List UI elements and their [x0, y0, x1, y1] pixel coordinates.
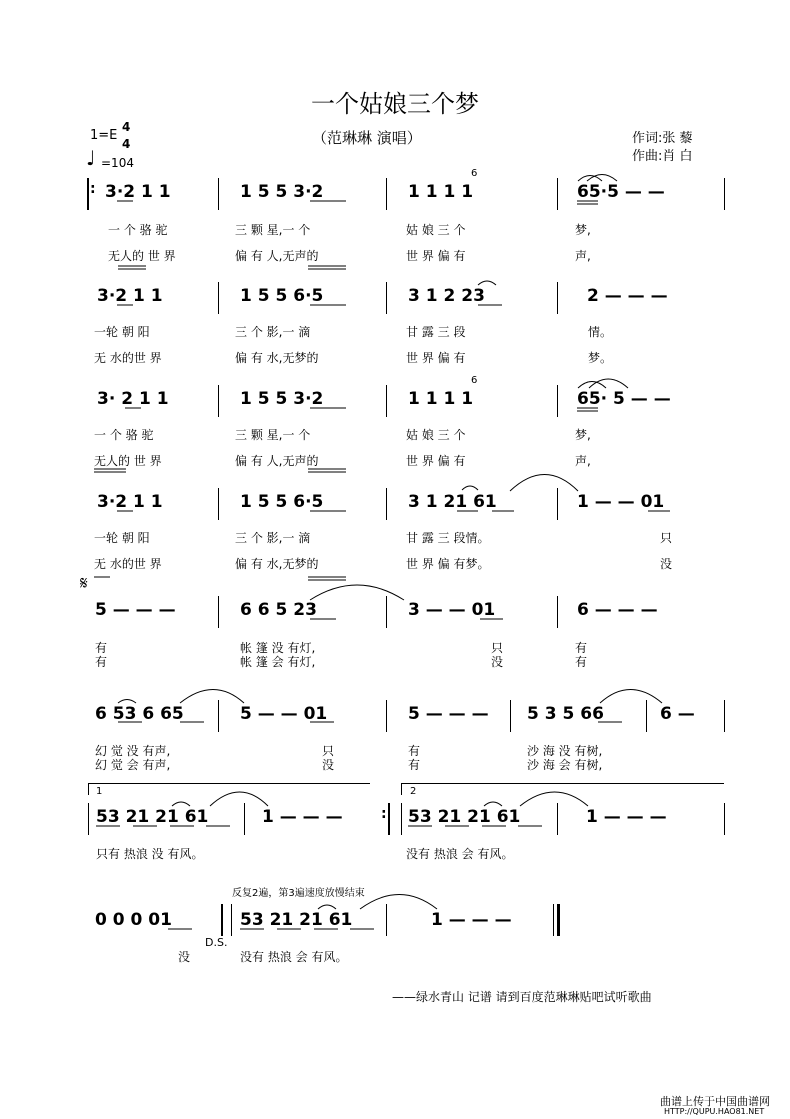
measure-1-3: 1 1 1 1: [408, 182, 474, 202]
measure-3-1: 3· 2 1 1: [97, 389, 169, 409]
lyric-1-2b: 偏 有 人,无声的: [235, 249, 319, 263]
lyric-6-3b: 有: [408, 758, 421, 772]
measure-5-2: 6 6 5 23: [240, 600, 317, 620]
quarter-note-icon: ♩: [86, 146, 96, 170]
lyric-3-2b: 偏 有 人,无声的: [235, 454, 319, 468]
measure-2-4: 2 — — —: [587, 286, 668, 306]
lyric-3-1a: 一 个 骆 驼: [94, 428, 154, 442]
lyric-4-2b: 偏 有 水,无梦的: [235, 557, 319, 571]
key-signature: 1=E: [90, 128, 118, 143]
measure-7-4: 1 — — —: [586, 807, 667, 827]
lyric-3-4b: 声,: [575, 454, 591, 468]
measure-6-1: 6 53 6 65: [95, 704, 184, 724]
lyric-1-4a: 梦,: [575, 223, 591, 237]
lyric-4-1a: 一轮 朝 阳: [94, 531, 150, 545]
watermark-url: HTTP://QUPU.HAO81.NET: [664, 1107, 765, 1116]
slur: [318, 905, 336, 909]
measure-8-3: 1 — — —: [431, 910, 512, 930]
lyric-6-4a: 沙 海 没 有树,: [527, 744, 603, 758]
slur: [484, 802, 502, 806]
lyric-6-1b: 幻 觉 会 有声,: [95, 758, 171, 772]
lyric-4-1b: 无 水的世 界: [94, 557, 162, 571]
measure-7-3: 53 21 21 61: [408, 807, 521, 827]
lyric-2-1a: 一轮 朝 阳: [94, 325, 150, 339]
lyric-5-3b: 没: [491, 655, 504, 669]
lyric-2-3b: 世 界 偏 有: [406, 351, 466, 365]
lyric-5-2a: 帐 篷 没 有灯,: [240, 641, 316, 655]
transcriber-credit: ——绿水青山 记谱 请到百度范琳琳贴吧试听歌曲: [392, 990, 652, 1004]
lyric-7-2: 没有 热浪 会 有风。: [406, 847, 514, 861]
volta-2-number: 2: [410, 786, 417, 797]
lyric-7-1: 只有 热浪 没 有风。: [96, 847, 204, 861]
lyric-2-2a: 三 个 影,一 滴: [235, 325, 311, 339]
slur: [172, 802, 190, 806]
measure-2-3: 3 1 2 23: [408, 286, 485, 306]
repeat-instruction: 反复2遍，第3遍速度放慢结束: [232, 888, 365, 899]
lyric-1-3b: 世 界 偏 有: [406, 249, 466, 263]
lyric-2-4b: 梦。: [588, 351, 613, 365]
lyric-1-4b: 声,: [575, 249, 591, 263]
lyric-3-3b: 世 界 偏 有: [406, 454, 466, 468]
lyric-2-4a: 情。: [588, 325, 613, 339]
performer-subtitle: （范琳琳 演唱）: [312, 129, 422, 147]
lyric-3-1b: 无人的 世 界: [94, 454, 162, 468]
measure-6-2: 5 — — 01: [240, 704, 328, 724]
lyric-5-4a: 有: [575, 641, 588, 655]
lyric-6-2a: 只: [322, 744, 335, 758]
measure-5-1: 5 — — —: [95, 600, 176, 620]
lyric-2-2b: 偏 有 水,无梦的: [235, 351, 319, 365]
measure-4-4: 1 — — 01: [577, 492, 665, 512]
repeat-dots: :: [90, 181, 96, 197]
lyric-6-3a: 有: [408, 744, 421, 758]
lyric-4-2a: 三 个 影,一 滴: [235, 531, 311, 545]
lyric-8-2: 没有 热浪 会 有风。: [240, 950, 348, 964]
measure-5-4: 6 — — —: [577, 600, 658, 620]
lyric-1-1b: 无人的 世 界: [108, 249, 176, 263]
measure-7-2: 1 — — —: [262, 807, 343, 827]
lyric-3-4a: 梦,: [575, 428, 591, 442]
lyric-4-3a: 甘 露 三 段情。: [406, 531, 490, 545]
slur: [520, 792, 588, 806]
measure-6-3: 5 — — —: [408, 704, 489, 724]
slur: [360, 895, 437, 910]
lyric-2-1b: 无 水的世 界: [94, 351, 162, 365]
lyric-5-3a: 只: [491, 641, 504, 655]
watermark-text: 曲谱上传于中国曲谱网: [660, 1095, 770, 1108]
lyric-5-1b: 有: [95, 655, 108, 669]
ds-marking: D.S.: [205, 936, 228, 949]
measure-6-4: 5 3 5 66: [527, 704, 604, 724]
measure-3-3: 1 1 1 1: [408, 389, 474, 409]
grace-note: 6: [471, 375, 478, 386]
measure-1-1: 3·2 1 1: [105, 182, 171, 202]
volta-1-number: 1: [96, 786, 103, 797]
lyric-4-4a: 只: [660, 531, 673, 545]
measure-5-3: 3 — — 01: [408, 600, 496, 620]
lyric-4-3b: 世 界 偏 有梦。: [406, 557, 490, 571]
measure-7-1: 53 21 21 61: [96, 807, 209, 827]
measure-4-2: 1 5 5 6·5: [240, 492, 324, 512]
slur: [589, 379, 628, 388]
repeat-dots: :: [381, 806, 387, 822]
time-signature-bottom: 4: [122, 137, 131, 151]
slur: [118, 700, 136, 704]
slur: [510, 475, 578, 492]
measure-1-2: 1 5 5 3·2: [240, 182, 324, 202]
lyric-1-1a: 一 个 骆 驼: [108, 223, 168, 237]
measure-3-4: 65· 5 — —: [577, 389, 671, 409]
measure-8-2: 53 21 21 61: [240, 910, 353, 930]
lyric-5-2b: 帐 篷 会 有灯,: [240, 655, 316, 669]
song-title: 一个姑娘三个梦: [311, 90, 479, 118]
slur: [210, 792, 268, 806]
lyric-6-4b: 沙 海 会 有树,: [527, 758, 603, 772]
lyric-4-4b: 没: [660, 557, 673, 571]
measure-6-5: 6 —: [660, 704, 695, 724]
segno-icon: 𝄋: [80, 573, 88, 594]
time-signature-top: 4: [122, 120, 131, 134]
lyric-8-1: 没: [178, 950, 191, 964]
lyric-3-2a: 三 颗 星,一 个: [235, 428, 311, 442]
lyric-1-3a: 姑 娘 三 个: [406, 223, 466, 237]
lyric-6-2b: 没: [322, 758, 335, 772]
lyric-5-4b: 有: [575, 655, 588, 669]
lyric-1-2a: 三 颗 星,一 个: [235, 223, 311, 237]
measure-2-1: 3·2 1 1: [97, 286, 163, 306]
measure-1-4: 65·5 — —: [577, 182, 665, 202]
lyricist: 作词:张 藜: [632, 131, 693, 146]
measure-4-1: 3·2 1 1: [97, 492, 163, 512]
grace-note: 6: [471, 168, 478, 179]
measure-3-2: 1 5 5 3·2: [240, 389, 324, 409]
measure-8-1: 0 0 0 01: [95, 910, 172, 930]
composer: 作曲:肖 白: [632, 149, 693, 164]
lyric-5-1a: 有: [95, 641, 108, 655]
lyric-2-3a: 甘 露 三 段: [406, 325, 466, 339]
slur: [478, 281, 496, 285]
lyric-3-3a: 姑 娘 三 个: [406, 428, 466, 442]
slur: [180, 690, 244, 704]
tempo-marking: =104: [101, 156, 134, 170]
measure-2-2: 1 5 5 6·5: [240, 286, 324, 306]
slur: [462, 486, 478, 490]
slur: [310, 585, 404, 600]
lyric-6-1a: 幻 觉 没 有声,: [95, 744, 171, 758]
slur: [600, 690, 662, 704]
measure-4-3: 3 1 21 61: [408, 492, 497, 512]
